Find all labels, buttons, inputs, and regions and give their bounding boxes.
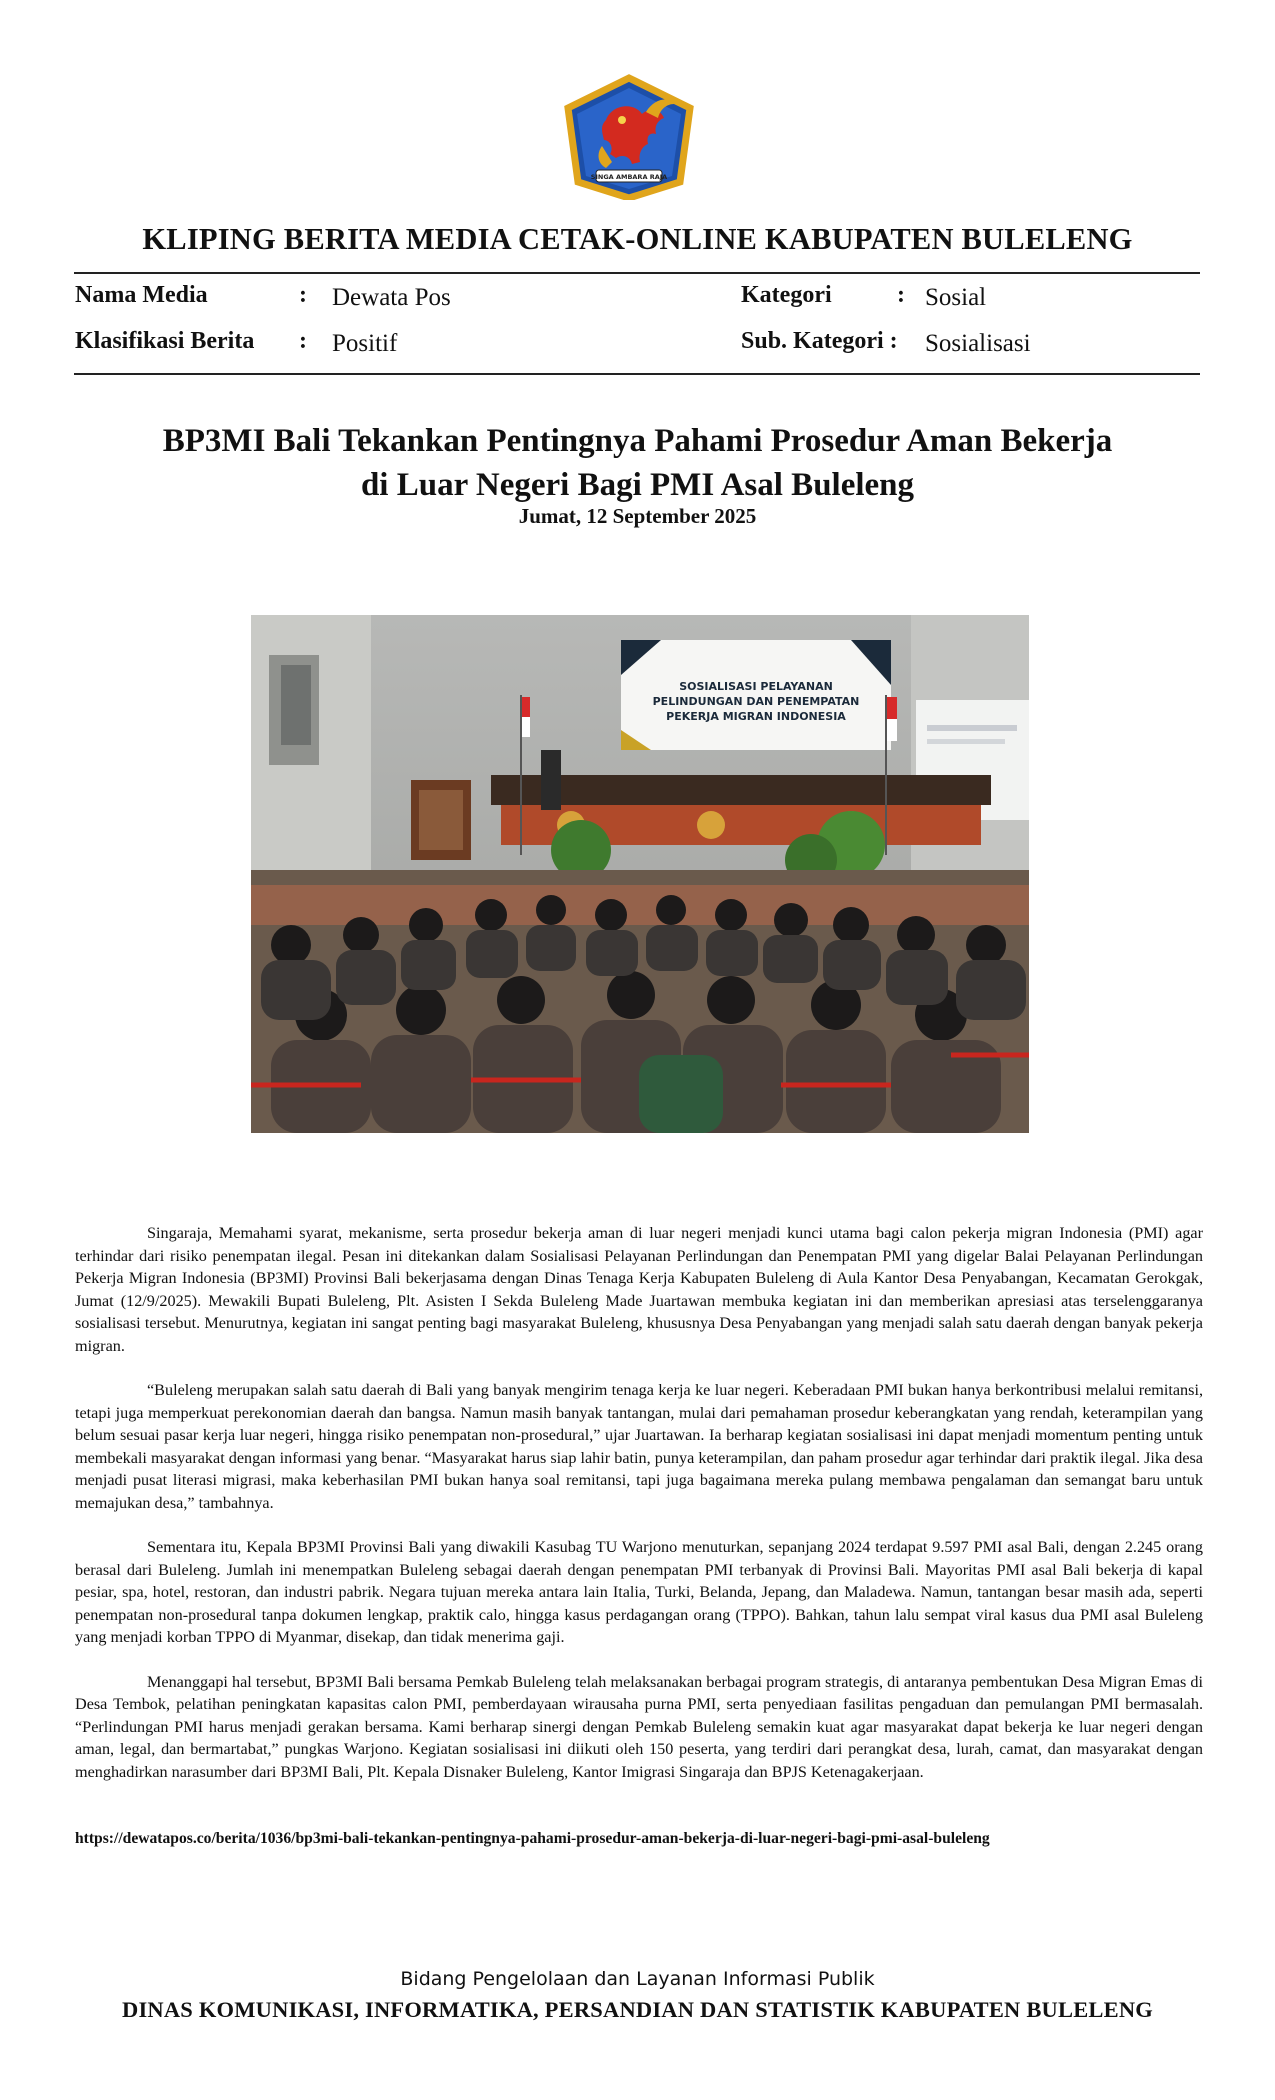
klasifikasi-value: Positif (332, 330, 398, 357)
footer-agency: DINAS KOMUNIKASI, INFORMATIKA, PERSANDIAN DAN STATISTIK KABUPATEN BULELENG (122, 1997, 1153, 2022)
header-bottom-rule (74, 373, 1200, 375)
source-link[interactable]: https://dewatapos.co/berita/1036/bp3mi-bali-tekankan-pentingnya-pahami-prosedur-aman-bekerja-di-luar-negeri-bagi-pmi-asal-buleleng (75, 1830, 990, 1847)
svg-text:SINGA AMBARA RAJA: SINGA AMBARA RAJA (590, 173, 668, 181)
footer-department: Bidang Pengelolaan dan Layanan Informasi Publik (400, 1968, 875, 1990)
svg-text:SOSIALISASI PELAYANAN: SOSIALISASI PELAYANAN (679, 680, 833, 693)
colon: : (299, 328, 307, 354)
sub-kategori-label: Sub. Kategori : (741, 328, 898, 354)
kategori-value: Sosial (925, 284, 987, 311)
article-body (75, 1222, 1203, 1805)
nama-media-value: Dewata Pos (332, 284, 451, 311)
article-paragraph-3: Sementara itu, Kepala BP3MI Provinsi Bali yang diwakili Kasubag TU Warjono menuturkan, sepanjang 2024 terdapat 9.597 PMI asal Bali, dengan 2.245 orang berasal dari Buleleng. Jumlah ini menempatkan Buleleng sebagai daerah dengan penempatan PMI terbanyak di Provinsi Bali. Mayoritas PMI asal Bali bekerja di kapal pesiar, spa, hotel, restoran, dan industri pabrik. Negara tujuan mereka antara lain Italia, Turki, Belanda, Jepang, dan Maladewa. Namun, tantangan besar masih ada, seperti penempatan non-prosedural tanpa dokumen lengkap, praktik calo, hingga kasus perdagangan orang (TPPO). Bahkan, tahun lalu sempat viral kasus dua PMI asal Buleleng yang menjadi korban TPPO di Myanmar, disekap, dan tidak menerima gaji. (75, 1538, 1203, 1646)
article-paragraph-1: Singaraja, Memahami syarat, mekanisme, serta prosedur bekerja aman di luar negeri menjadi kunci utama bagi calon pekerja migran Indonesia (PMI) agar terhindar dari risiko penempatan ilegal. Pesan ini ditekankan dalam Sosialisasi Pelayanan Perlindungan dan Penempatan PMI yang digelar Balai Pelayanan Perlindungan Pekerja Migran Indonesia (BP3MI) Provinsi Bali bekerjasama dengan Dinas Tenaga Kerja Kabupaten Buleleng di Aula Kantor Desa Penyabangan, Kecamatan Gerokgak, Jumat (12/9/2025). Mewakili Bupati Buleleng, Plt. Asisten I Sekda Buleleng Made Juartawan membuka kegiatan ini dan memberikan apresiasi atas terselenggaranya sosialisasi tersebut. Menurutnya, kegiatan ini sangat penting bagi masyarakat Buleleng, khususnya Desa Penyabangan yang menjadi salah satu daerah dengan banyak pekerja migran. (75, 1224, 1203, 1355)
svg-text:PEKERJA MIGRAN INDONESIA: PEKERJA MIGRAN INDONESIA (666, 710, 846, 723)
buleleng-crest-logo (562, 74, 696, 200)
klasifikasi-label: Klasifikasi Berita (75, 328, 255, 354)
nama-media-label: Nama Media (75, 282, 208, 308)
header-top-rule (74, 272, 1200, 274)
event-photo (251, 615, 1029, 1133)
kategori-label: Kategori (741, 282, 832, 308)
headline-line-1: BP3MI Bali Tekankan Pentingnya Pahami Prosedur Aman Bekerja (162, 423, 1113, 459)
article-paragraph-4: Menanggapi hal tersebut, BP3MI Bali bersama Pemkab Buleleng telah melaksanakan berbagai program strategis, di antaranya pembentukan Desa Migran Emas di Desa Tembok, pelatihan peningkatan kapasitas calon PMI, pemberdayaan wirausaha purna PMI, serta penyediaan fasilitas pengaduan dan pemulangan PMI bermasalah. “Perlindungan PMI harus menjadi gerakan bersama. Kami berharap sinergi dengan Pemkab Buleleng semakin kuat agar masyarakat dapat bekerja ke luar negeri dengan aman, legal, dan bermartabat,” pungkas Warjono. Kegiatan sosialisasi ini diikuti oleh 150 peserta, yang terdiri dari perangkat desa, lurah, camat, dan masyarakat dengan menghadirkan narasumber dari BP3MI Bali, Plt. Kepala Disnaker Buleleng, Kantor Imigrasi Singaraja dan BPJS Ketenagakerjaan. (75, 1672, 1203, 1781)
colon: : (897, 282, 905, 308)
document-title: KLIPING BERITA MEDIA CETAK-ONLINE KABUPATEN BULELENG (142, 222, 1133, 256)
stage-banner (621, 640, 891, 750)
headline-line-2: di Luar Negeri Bagi PMI Asal Buleleng (360, 467, 915, 503)
article-headline (80, 419, 1195, 507)
article-paragraph-2: “Buleleng merupakan salah satu daerah di Bali yang banyak mengirim tenaga kerja ke luar negeri. Keberadaan PMI bukan hanya berkontribusi melalui remitansi, tetapi juga memperkuat perekonomian daerah dan bangsa. Namun masih banyak tantangan, mulai dari pemahaman prosedur keberangkatan yang rendah, keterampilan yang belum sesuai pasar kerja luar negeri, hingga risiko penempatan non-prosedural,” ujar Juartawan. Ia berharap kegiatan sosialisasi ini dapat menjadi momentum penting untuk membekali masyarakat dengan informasi yang benar. “Masyarakat harus siap lahir batin, punya keterampilan, dan paham prosedur agar terhindar dari praktik ilegal. Jika desa menjadi pusat literasi migrasi, maka keberhasilan PMI bukan hanya soal remitansi, tapi juga bagaimana mereka pulang membawa pengalaman dan semangat baru untuk memajukan desa,” tambahnya. (75, 1381, 1203, 1512)
article-date: Jumat, 12 September 2025 (518, 504, 757, 528)
sub-kategori-value: Sosialisasi (925, 330, 1031, 357)
svg-text:PELINDUNGAN DAN PENEMPATAN: PELINDUNGAN DAN PENEMPATAN (652, 695, 860, 708)
colon: : (299, 282, 307, 308)
